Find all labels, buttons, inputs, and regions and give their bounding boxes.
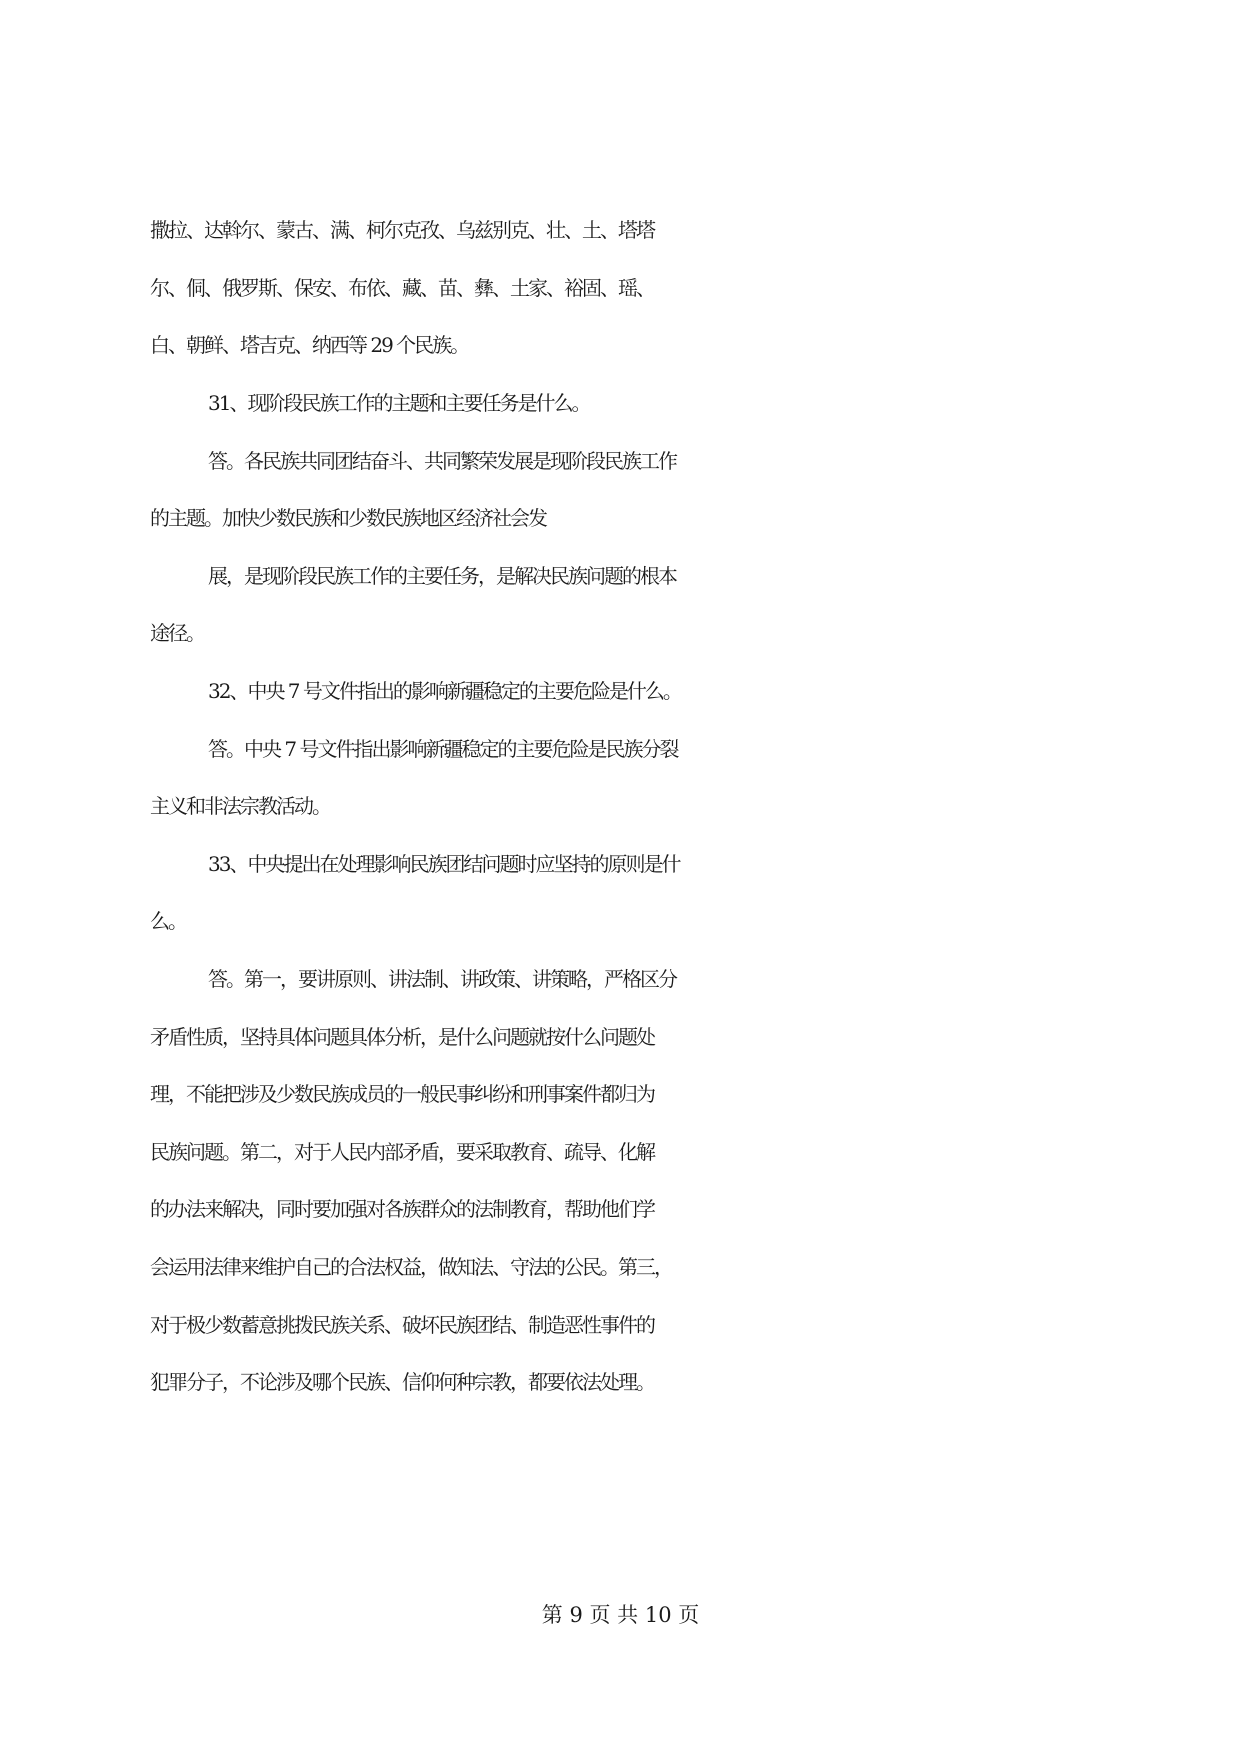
text-line: 民族问题。第二，对于人民内部矛盾，要采取教育、疏导、化解 <box>150 1140 654 1164</box>
text-line: 的办法来解决，同时要加强对各族群众的法制教育，帮助他们学 <box>150 1197 654 1221</box>
text-line: 撒拉、达斡尔、蒙古、满、柯尔克孜、乌兹别克、壮、土、塔塔 <box>150 218 654 242</box>
answer-line: 答。各民族共同团结奋斗、共同繁荣发展是现阶段民族工作 <box>208 449 676 473</box>
text-line: 的主题。加快少数民族和少数民族地区经济社会发 <box>150 506 546 530</box>
answer-line: 答。中央 7 号文件指出影响新疆稳定的主要危险是民族分裂 <box>208 737 678 761</box>
text-line: 犯罪分子，不论涉及哪个民族、信仰何种宗教，都要依法处理。 <box>150 1370 654 1394</box>
text-line: 尔、侗、俄罗斯、保安、布依、藏、苗、彝、土家、裕固、瑶、 <box>150 276 654 300</box>
text-line: 途径。 <box>150 621 204 645</box>
text-line: 主义和非法宗教活动。 <box>150 794 330 818</box>
text-line: 矛盾性质，坚持具体问题具体分析，是什么问题就按什么问题处 <box>150 1025 654 1049</box>
text-line: 理，不能把涉及少数民族成员的一般民事纠纷和刑事案件都归为 <box>150 1082 654 1106</box>
text-line: 展，是现阶段民族工作的主要任务，是解决民族问题的根本 <box>208 564 676 588</box>
answer-line: 答。第一，要讲原则、讲法制、讲政策、讲策略，严格区分 <box>208 967 676 991</box>
text-line: 么。 <box>150 909 186 933</box>
question-heading: 32、中央 7 号文件指出的影响新疆稳定的主要危险是什么。 <box>208 679 681 703</box>
question-heading: 31、现阶段民族工作的主题和主要任务是什么。 <box>208 391 590 415</box>
text-line: 白、朝鲜、塔吉克、纳西等 29 个民族。 <box>150 333 469 357</box>
question-heading: 33、中央提出在处理影响民族团结问题时应坚持的原则是什 <box>208 852 680 876</box>
page-number-footer: 第 9 页 共 10 页 <box>541 1603 700 1627</box>
text-line: 会运用法律来维护自己的合法权益，做知法、守法的公民。第三， <box>150 1255 672 1279</box>
text-line: 对于极少数蓄意挑拨民族关系、破坏民族团结、制造恶性事件的 <box>150 1313 654 1337</box>
